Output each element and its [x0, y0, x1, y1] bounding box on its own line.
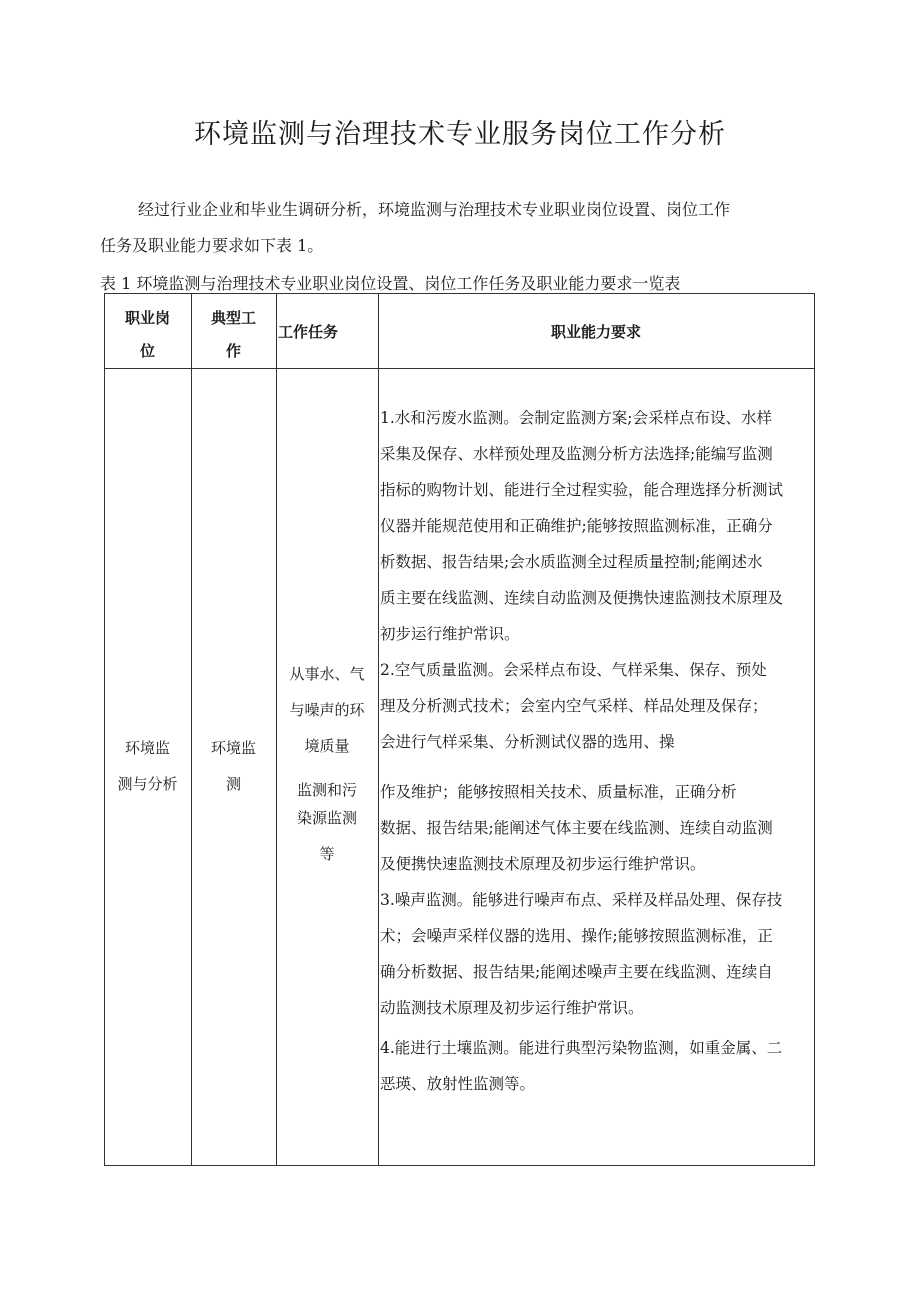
page-title: 环境监测与治理技术专业服务岗位工作分析 [194, 119, 726, 150]
requirements-line: 理及分析测式技术；会室内空气采样、样品处理及保存； [380, 697, 768, 715]
intro-paragraph-line-2: 任务及职业能力要求如下表 1。 [100, 236, 324, 255]
header-typical-work: 典型工 作 [210, 309, 256, 360]
requirements-line: 数据、报告结果;能阐述气体主要在线监测、连续自动监测 [380, 819, 773, 837]
table-col-divider-3 [378, 293, 379, 1166]
cell-task: 从事水、气 与噪声的环 境质量 监测和污 染源监测 等 [289, 665, 365, 863]
table-border-right [814, 293, 815, 1166]
requirements-line: 采集及保存、水样预处理及监测分析方法选择;能编写监测 [380, 445, 773, 463]
requirements-line: 作及维护；能够按照相关技术、质量标准，正确分析 [380, 783, 737, 801]
requirements-line: 及便携快速监测技术原理及初步运行维护常识。 [380, 855, 706, 873]
header-task: 工作任务 [278, 323, 339, 341]
requirements-line: 质主要在线监测、连续自动监测及便携快速监测技术原理及 [380, 589, 784, 607]
cell-typical-work: 环境监 测 [210, 739, 256, 793]
requirements-line: 术；会噪声采样仪器的选用、操作;能够按照监测标准，正 [380, 927, 773, 945]
intro-paragraph-line-1: 经过行业企业和毕业生调研分析，环境监测与治理技术专业职业岗位设置、岗位工作 [138, 200, 731, 219]
table-caption: 表 1 环境监测与治理技术专业职业岗位设置、岗位工作任务及职业能力要求一览表 [100, 274, 681, 293]
requirements-line: 仪器并能规范使用和正确维护;能够按照监测标准，正确分 [380, 517, 773, 535]
requirements-line: 析数据、报告结果;会水质监测全过程质量控制;能阐述水 [380, 553, 763, 571]
requirements-line: 4.能进行土壤监测。能进行典型污染物监测，如重金属、二 [380, 1039, 783, 1057]
requirements-line: 3.噪声监测。能够进行噪声布点、采样及样品处理、保存技 [380, 891, 783, 909]
requirements-line: 会进行气样采集、分析测试仪器的选用、操 [380, 733, 675, 751]
table-border-top [104, 293, 815, 294]
requirements-line: 确分析数据、报告结果;能阐述噪声主要在线监测、连续自 [380, 963, 773, 981]
header-requirements: 职业能力要求 [550, 323, 641, 341]
cell-position: 环境监 测与分析 [117, 739, 178, 793]
requirements-line: 恶瑛、放射性监测等。 [380, 1075, 536, 1093]
requirements-line: 动监测技术原理及初步运行维护常识。 [380, 999, 644, 1017]
requirements-line: 指标的购物计划、能进行全过程实验，能合理选择分析测试 [380, 481, 784, 499]
table-border-bottom [104, 1165, 815, 1166]
header-position: 职业岗 位 [124, 309, 170, 360]
table-header-divider [104, 368, 815, 369]
requirements-line: 初步运行维护常识。 [380, 625, 520, 643]
requirements-line: 2.空气质量监测。会采样点布设、气样采集、保存、预处 [380, 661, 767, 679]
requirements-line: 1.水和污废水监测。会制定监测方案;会采样点布设、水样 [380, 409, 773, 427]
